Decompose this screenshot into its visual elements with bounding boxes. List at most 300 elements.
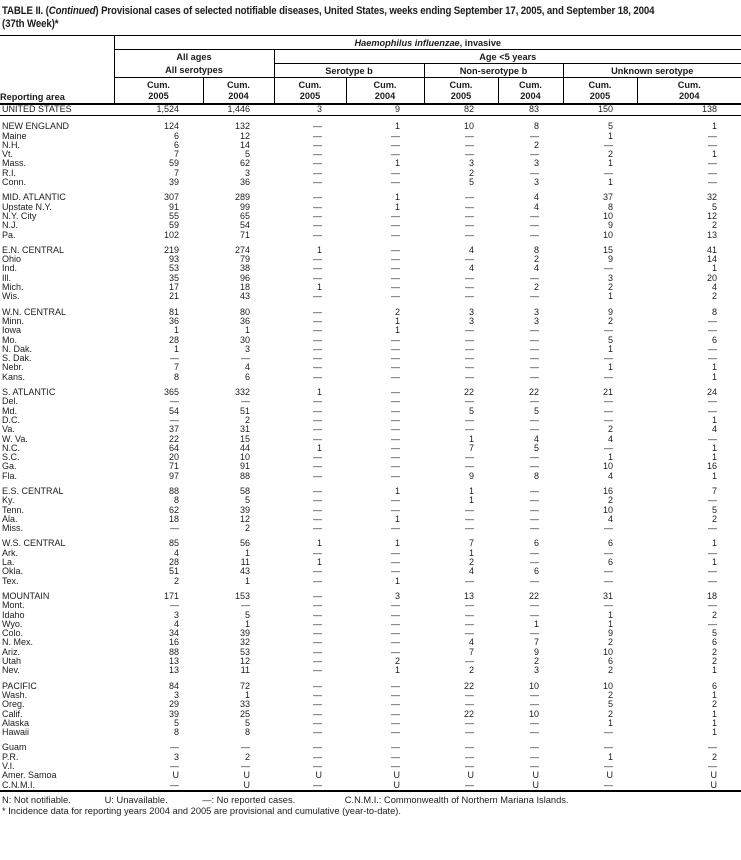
cell-value: — — [530, 130, 539, 141]
cell-value: — — [465, 461, 474, 472]
cell-value: 1 — [394, 121, 400, 132]
table-row — [0, 682, 741, 691]
cell-value: 8 — [533, 470, 539, 481]
cell-value: 1 — [316, 442, 322, 453]
cell-value: 14 — [707, 254, 718, 265]
table-row — [0, 453, 741, 462]
cell-value: — — [465, 424, 474, 435]
cell-value: 5 — [712, 201, 718, 212]
cell-value: 2 — [533, 139, 539, 150]
table-row — [0, 691, 741, 700]
cell-value: 22 — [463, 680, 474, 691]
cell-value: — — [530, 220, 539, 231]
cell-value: 12 — [239, 130, 250, 141]
cell-value: — — [530, 504, 539, 515]
cell-value: — — [313, 201, 322, 212]
cell-value: — — [465, 727, 474, 738]
cell-reporting-area: Guam — [2, 742, 27, 753]
cell-value: 1 — [316, 244, 322, 255]
cell-value: — — [313, 353, 322, 364]
cell-value: — — [465, 371, 474, 382]
cell-value: — — [391, 680, 400, 691]
cell-value: 55 — [168, 210, 179, 221]
cell-value: — — [465, 272, 474, 283]
cell-reporting-area: Ga. — [2, 461, 17, 472]
cell-value: — — [391, 167, 400, 178]
cell-value: — — [313, 485, 322, 496]
cell-reporting-area: Nebr. — [2, 362, 24, 373]
cell-value: 64 — [168, 442, 179, 453]
cell-value: 12 — [239, 513, 250, 524]
col-header-all-serotypes-cum-2005: Cum. 2005 — [114, 78, 203, 105]
cell-value: 5 — [607, 699, 613, 710]
cell-value: — — [604, 371, 613, 382]
cell-value: — — [708, 396, 718, 407]
cell-value: 6 — [533, 538, 539, 549]
cell-value: — — [391, 263, 400, 274]
cell-value: 2 — [394, 306, 400, 317]
cell-value: 5 — [712, 504, 718, 515]
cell-value: — — [391, 470, 400, 481]
cell-value: 18 — [239, 282, 250, 293]
cell-value: — — [530, 513, 539, 524]
cell-value: — — [530, 523, 539, 534]
table-row — [0, 221, 741, 230]
cell-value: — — [465, 600, 474, 611]
cell-value: 97 — [168, 470, 179, 481]
cell-value: 5 — [244, 717, 250, 728]
cell-value: — — [241, 396, 250, 407]
cell-value: — — [604, 575, 613, 586]
table-row — [0, 212, 741, 221]
cell-value: — — [530, 628, 539, 639]
cell-value: 3 — [244, 167, 250, 178]
cell-value: — — [708, 343, 718, 354]
cell-value: — — [313, 504, 322, 515]
cell-value: 88 — [168, 485, 179, 496]
cell-value: 1 — [316, 538, 322, 549]
cell-value: 21 — [602, 387, 613, 398]
cell-value: 2 — [712, 220, 718, 231]
cell-value: 1 — [607, 343, 613, 354]
cell-value: 10 — [602, 646, 613, 657]
cell-value: 39 — [168, 177, 179, 188]
cell-value: — — [313, 229, 322, 240]
cell-value: — — [391, 628, 400, 639]
cell-value: — — [604, 523, 613, 534]
table-row — [0, 203, 741, 212]
cell-value: 1 — [244, 547, 250, 558]
cell-value: U — [393, 770, 400, 781]
cell-value: — — [313, 263, 322, 274]
cell-value: 7 — [173, 167, 179, 178]
cell-reporting-area: Va. — [2, 424, 15, 435]
cell-value: 5 — [712, 628, 718, 639]
cell-value: U — [243, 779, 250, 790]
col-header-unknown-serotype-cum-2005: Cum. 2005 — [563, 78, 637, 105]
table-row — [0, 141, 741, 150]
table-row — [0, 781, 741, 791]
cell-value: 32 — [707, 192, 718, 203]
cell-reporting-area: W.N. CENTRAL — [2, 306, 67, 317]
cell-value: 5 — [607, 334, 613, 345]
cell-value: — — [391, 229, 400, 240]
cell-reporting-area: Mass. — [2, 158, 27, 169]
header-row-age-groups — [0, 50, 741, 64]
cell-value: — — [313, 646, 322, 657]
cell-value: 8 — [533, 244, 539, 255]
cell-value: — — [313, 167, 322, 178]
cell-value: — — [313, 727, 322, 738]
table-row — [0, 444, 741, 453]
cell-value: — — [530, 272, 539, 283]
cell-value: 88 — [239, 470, 250, 481]
cell-value: 3 — [607, 272, 613, 283]
cell-value: — — [313, 751, 322, 762]
cell-value: — — [530, 689, 539, 700]
cell-value: — — [465, 656, 474, 667]
cell-value: — — [391, 727, 400, 738]
cell-value: 5 — [468, 177, 474, 188]
header-disease-name: Haemophilus influenzae, invasive — [114, 36, 741, 50]
cell-value: — — [313, 306, 322, 317]
cell-value: U — [393, 779, 400, 790]
cell-value: 8 — [173, 727, 179, 738]
cell-value: — — [708, 353, 718, 364]
table-row — [0, 326, 741, 335]
cell-value: — — [313, 139, 322, 150]
table-row — [0, 700, 741, 709]
cell-value: — — [391, 371, 400, 382]
cell-value: — — [604, 325, 613, 336]
cell-reporting-area: P.R. — [2, 751, 19, 762]
cell-value: 35 — [168, 272, 179, 283]
cell-value: 2 — [712, 646, 718, 657]
cell-value: 9 — [346, 104, 424, 116]
table-row — [0, 472, 741, 481]
cell-value: — — [313, 121, 322, 132]
cell-reporting-area: Ala. — [2, 513, 18, 524]
cell-value: U — [710, 779, 718, 790]
cell-value: — — [708, 158, 718, 169]
cell-value: 1 — [712, 121, 718, 132]
cell-value: 21 — [168, 291, 179, 302]
cell-value: 8 — [607, 201, 613, 212]
cell-value: 7 — [173, 149, 179, 160]
cell-value: — — [604, 405, 613, 416]
cell-reporting-area: Calif. — [2, 708, 23, 719]
cell-reporting-area: N.H. — [2, 139, 20, 150]
cell-reporting-area: Md. — [2, 405, 18, 416]
cell-value: 9 — [607, 306, 613, 317]
header-subgroup-all-serotypes: All serotypes — [114, 64, 274, 78]
cell-value: — — [604, 742, 613, 753]
cell-value: 15 — [239, 433, 250, 444]
header-group-all-ages: All ages — [176, 51, 212, 62]
cell-value: — — [313, 779, 322, 790]
footnotes — [0, 792, 741, 817]
cell-value: 20 — [168, 452, 179, 463]
cell-value: 53 — [168, 263, 179, 274]
cell-value: 1 — [244, 618, 250, 629]
cell-value: 1 — [394, 325, 400, 336]
cell-value: 62 — [168, 504, 179, 515]
cell-value: 10 — [602, 229, 613, 240]
cell-value: 14 — [239, 139, 250, 150]
cell-value: 5 — [244, 149, 250, 160]
cell-value: — — [313, 628, 322, 639]
cell-value: 16 — [168, 637, 179, 648]
table-row — [0, 577, 741, 586]
cell-reporting-area: E.S. CENTRAL — [2, 485, 64, 496]
cell-value: — — [313, 600, 322, 611]
cell-reporting-area: Tenn. — [2, 504, 25, 515]
cell-value: 219 — [163, 244, 179, 255]
table-row — [0, 150, 741, 159]
cell-reporting-area: S. ATLANTIC — [2, 387, 56, 398]
cell-reporting-area: Kans. — [2, 371, 26, 382]
cell-value: — — [391, 272, 400, 283]
cell-value: — — [530, 751, 539, 762]
cell-value: — — [313, 618, 322, 629]
cell-value: — — [391, 637, 400, 648]
cell-value: 1 — [607, 362, 613, 373]
cell-value: 1 — [244, 689, 250, 700]
cell-value: 2 — [607, 708, 613, 719]
table-row — [0, 728, 741, 737]
cell-value: 1 — [607, 291, 613, 302]
table-row — [0, 611, 741, 620]
cell-value: 8 — [712, 306, 718, 317]
cell-value: 1 — [468, 485, 474, 496]
cell-value: — — [530, 210, 539, 221]
cell-value: 2 — [607, 282, 613, 293]
cell-value: — — [313, 414, 322, 425]
table-row — [0, 292, 741, 301]
cell-value: 124 — [163, 121, 179, 132]
cell-value: — — [391, 244, 400, 255]
cell-value: 1 — [394, 575, 400, 586]
cell-value: — — [313, 590, 322, 601]
cell-value: — — [170, 761, 179, 771]
cell-value: 11 — [240, 665, 250, 676]
cell-value: — — [604, 353, 613, 364]
header-row-serotypes — [0, 64, 741, 78]
cell-value: — — [465, 618, 474, 629]
cell-reporting-area: Wyo. — [2, 618, 23, 629]
cell-value: — — [465, 751, 474, 762]
cell-value: 4 — [607, 470, 613, 481]
footnote-incidence-note: * Incidence data for reporting years 2004 and 2005 are provisional and cumulative (year-to-date). — [2, 805, 401, 816]
cell-value: 4 — [244, 362, 250, 373]
table-row — [0, 719, 741, 728]
cell-value: 2 — [607, 149, 613, 160]
cell-value: — — [391, 742, 400, 753]
cell-value: 4 — [533, 263, 539, 274]
header-area-spacer — [0, 64, 114, 78]
cell-value: — — [465, 334, 474, 345]
cell-value: 1 — [394, 201, 400, 212]
cell-value: — — [465, 291, 474, 302]
cell-value: — — [530, 452, 539, 463]
cell-value: — — [391, 708, 400, 719]
cell-value: — — [530, 229, 539, 240]
cell-value: 138 — [637, 104, 741, 116]
cell-value: — — [391, 424, 400, 435]
cell-value: 1 — [173, 343, 179, 354]
cell-value: 32 — [239, 637, 250, 648]
cell-value: — — [465, 575, 474, 586]
table-row — [0, 462, 741, 471]
cell-value: 3 — [394, 590, 400, 601]
header-subgroup-non-serotype-b: Non-serotype b — [424, 64, 563, 78]
cell-value: 1 — [316, 387, 322, 398]
cell-value: 29 — [168, 699, 179, 710]
cell-reporting-area: S.C. — [2, 452, 20, 463]
cell-value: — — [313, 334, 322, 345]
cell-value: — — [391, 353, 400, 364]
cell-reporting-area: Upstate N.Y. — [2, 201, 52, 212]
cell-value: 99 — [239, 201, 250, 212]
cell-value: 7 — [468, 646, 474, 657]
cell-value: 31 — [602, 590, 613, 601]
cell-reporting-area: Utah — [2, 656, 22, 667]
table-body — [0, 104, 741, 791]
cell-value: — — [313, 192, 322, 203]
cell-value: U — [315, 770, 322, 781]
cell-value: — — [313, 461, 322, 472]
cell-value: — — [530, 600, 539, 611]
cell-value: — — [170, 353, 179, 364]
cell-value: 37 — [602, 192, 613, 203]
cell-value: 9 — [607, 254, 613, 265]
cell-value: — — [313, 371, 322, 382]
cell-value: — — [530, 396, 539, 407]
cell-value: 62 — [239, 158, 250, 169]
cell-value: 79 — [239, 254, 250, 265]
cell-value: 22 — [528, 387, 539, 398]
cell-reporting-area: Alaska — [2, 717, 30, 728]
cell-value: — — [391, 452, 400, 463]
cell-value: 1 — [394, 485, 400, 496]
cell-value: 9 — [607, 220, 613, 231]
cell-value: 39 — [239, 504, 250, 515]
cell-value: — — [391, 254, 400, 265]
cell-value: 274 — [234, 244, 250, 255]
legend-unavailable: U: Unavailable. — [104, 794, 168, 805]
table-row — [0, 567, 741, 576]
cell-value: — — [391, 618, 400, 629]
cell-value: 3 — [274, 104, 346, 116]
cell-value: 10 — [239, 452, 250, 463]
cell-value: — — [530, 334, 539, 345]
cell-value: — — [391, 210, 400, 221]
cell-value: — — [391, 646, 400, 657]
cell-value: — — [530, 291, 539, 302]
cell-value: — — [465, 717, 474, 728]
cell-reporting-area: W.S. CENTRAL — [2, 538, 66, 549]
table-row — [0, 354, 741, 363]
cell-value: 16 — [602, 485, 613, 496]
cell-value: — — [708, 325, 718, 336]
cell-value: 20 — [707, 272, 718, 283]
cell-value: — — [313, 210, 322, 221]
cell-value: 59 — [168, 158, 179, 169]
cell-value: 80 — [239, 306, 250, 317]
cell-value: 59 — [168, 220, 179, 231]
table-row — [0, 524, 741, 533]
cell-reporting-area: NEW ENGLAND — [2, 121, 70, 132]
cell-value: — — [391, 600, 400, 611]
cell-reporting-area: Conn. — [2, 177, 27, 188]
cell-value: 22 — [463, 387, 474, 398]
cell-value: 1 — [607, 751, 613, 762]
cell-value: 1 — [173, 325, 179, 336]
cell-value: 4 — [173, 618, 179, 629]
cell-value: 22 — [463, 708, 474, 719]
cell-value: 10 — [528, 680, 539, 691]
cell-value: 2 — [533, 254, 539, 265]
cell-reporting-area: Del. — [2, 396, 19, 407]
cell-value: 1 — [607, 609, 613, 620]
cell-value: — — [313, 761, 322, 771]
col-header-serotype-b-cum-2005: Cum. 2005 — [274, 78, 346, 105]
cell-value: — — [313, 609, 322, 620]
cell-value: — — [313, 656, 322, 667]
cell-value: — — [708, 433, 718, 444]
cell-value: 102 — [163, 229, 179, 240]
reporting-area-label: Reporting area — [0, 78, 114, 105]
cell-reporting-area: D.C. — [2, 414, 20, 425]
cell-value: 2 — [533, 656, 539, 667]
cell-value: 72 — [239, 680, 250, 691]
cell-value: U — [710, 770, 718, 781]
cell-value: — — [465, 414, 474, 425]
cell-value: — — [391, 343, 400, 354]
cell-value: 1 — [607, 158, 613, 169]
cell-value: 85 — [168, 538, 179, 549]
cell-value: 1 — [468, 495, 474, 506]
cell-value: 171 — [163, 590, 179, 601]
cell-value: — — [313, 717, 322, 728]
cell-value: — — [313, 513, 322, 524]
cell-value: — — [604, 761, 613, 771]
cell-value: 31 — [239, 424, 250, 435]
cell-value: — — [313, 547, 322, 558]
cell-value: — — [391, 557, 400, 568]
cell-value: 1 — [712, 708, 718, 719]
cell-value: 93 — [168, 254, 179, 265]
cell-value: — — [313, 405, 322, 416]
cell-value: — — [313, 566, 322, 577]
cell-value: 1 — [244, 575, 250, 586]
cell-reporting-area: N. Dak. — [2, 343, 33, 354]
cell-value: 28 — [168, 334, 179, 345]
cell-value: — — [313, 742, 322, 753]
cell-value: 2 — [607, 689, 613, 700]
cell-value: — — [391, 442, 400, 453]
cell-value: — — [391, 362, 400, 373]
cell-value: — — [530, 414, 539, 425]
cell-value: 7 — [468, 538, 474, 549]
cell-value: 3 — [173, 689, 179, 700]
cell-value: 2 — [394, 656, 400, 667]
cell-value: — — [313, 272, 322, 283]
cell-value: 1 — [712, 263, 718, 274]
cell-value: — — [530, 547, 539, 558]
cell-value: — — [391, 566, 400, 577]
table-row — [0, 620, 741, 629]
